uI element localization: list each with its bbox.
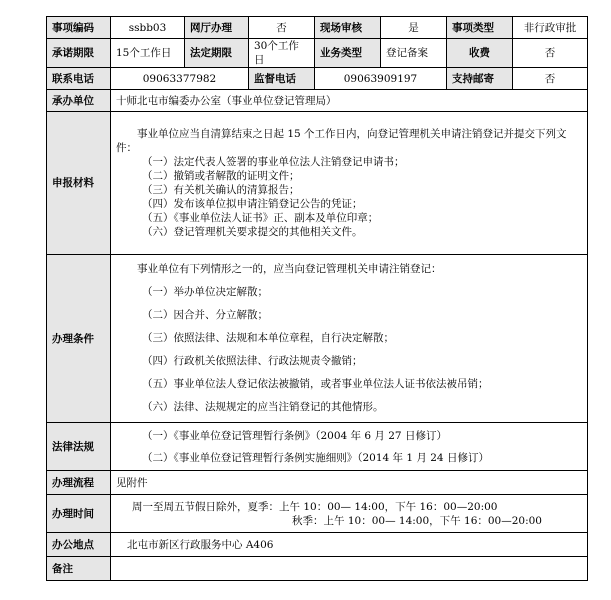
flow-label: 办理流程	[47, 471, 111, 495]
promise-value: 15个工作日	[111, 39, 185, 68]
materials-content	[111, 112, 588, 255]
row-law	[47, 423, 588, 471]
business-value: 登记备案	[381, 39, 447, 68]
onsite-label: 现场审核	[315, 17, 381, 39]
row-basic-2	[47, 39, 588, 68]
law-label: 法律法规	[47, 423, 111, 471]
supervise-value: 09063909197	[315, 68, 447, 90]
row-place	[47, 533, 588, 557]
online-label: 网厅办理	[185, 17, 249, 39]
time-line-autumn: 秋季：上午 10：00— 14:00，下午 16：00—20:00	[292, 514, 542, 527]
conditions-label: 办理条件	[47, 255, 111, 423]
materials-item: （五）《事业单位法人证书》正、副本及单位印章；	[142, 212, 379, 224]
row-unit	[47, 90, 588, 112]
materials-label: 申报材料	[47, 112, 111, 255]
legal-label: 法定期限	[185, 39, 249, 68]
flow-value: 见附件	[111, 471, 588, 495]
place-value: 北屯市新区行政服务中心 A406	[111, 533, 588, 557]
item-info-table	[46, 16, 588, 581]
row-time	[47, 495, 588, 533]
unit-value: 十师北屯市编委办公室（事业单位登记管理局）	[111, 90, 588, 112]
onsite-value: 是	[381, 17, 447, 39]
mail-label: 支持邮寄	[447, 68, 513, 90]
row-materials	[47, 112, 588, 255]
materials-item: （六）登记管理机关要求提交的其他相关文件。	[142, 226, 363, 238]
materials-intro: 事业单位应当自清算结束之日起 15 个工作日内，向登记管理机关申请注销登记并提交下列文件：	[116, 128, 567, 154]
law-item: （二）《事业单位登记管理暂行条例实施细则》（2014 年 1 月 24 日修订）	[142, 451, 489, 464]
place-label: 办公地点	[47, 533, 111, 557]
fee-value: 否	[513, 39, 588, 68]
conditions-content	[111, 255, 588, 423]
conditions-item: （二）因合并、分立解散；	[142, 309, 268, 321]
legal-value: 30个工作日	[249, 39, 315, 68]
fee-label: 收费	[447, 39, 513, 68]
law-content	[111, 423, 588, 471]
materials-item: （一）法定代表人签署的事业单位法人注销登记申请书；	[142, 156, 405, 168]
conditions-item: （六）法律、法规规定的应当注销登记的其他情形。	[142, 401, 384, 413]
conditions-item: （三）依照法律、法规和本单位章程，自行决定解散；	[142, 332, 394, 344]
phone-value: 09063377982	[111, 68, 249, 90]
item-code-value: ssbb03	[111, 17, 185, 39]
supervise-label: 监督电话	[249, 68, 315, 90]
row-remark	[47, 557, 588, 581]
conditions-item: （五）事业单位法人登记依法被撤销，或者事业单位法人证书依法被吊销；	[142, 378, 489, 390]
materials-item: （二）撤销或者解散的证明文件；	[142, 170, 300, 182]
law-item: （一）《事业单位登记管理暂行条例》（2004 年 6 月 27 日修订）	[142, 429, 447, 442]
time-content	[111, 495, 588, 533]
mail-value: 否	[513, 68, 588, 90]
business-label: 业务类型	[315, 39, 381, 68]
row-flow	[47, 471, 588, 495]
row-conditions	[47, 255, 588, 423]
unit-label: 承办单位	[47, 90, 111, 112]
online-value: 否	[249, 17, 315, 39]
promise-label: 承诺期限	[47, 39, 111, 68]
phone-label: 联系电话	[47, 68, 111, 90]
row-basic-1	[47, 17, 588, 39]
remark-value	[111, 557, 588, 581]
materials-item: （四）发布该单位拟申请注销登记公告的凭证；	[142, 198, 363, 210]
type-value: 非行政审批	[513, 17, 588, 39]
time-label: 办理时间	[47, 495, 111, 533]
conditions-intro: 事业单位有下列情形之一的，应当向登记管理机关申请注销登记：	[137, 263, 442, 275]
materials-item: （三）有关机关确认的清算报告；	[142, 184, 300, 196]
type-label: 事项类型	[447, 17, 513, 39]
conditions-item: （一）举办单位决定解散；	[142, 286, 268, 298]
item-code-label: 事项编码	[47, 17, 111, 39]
row-basic-3	[47, 68, 588, 90]
time-line-summer: 周一至周五节假日除外，夏季：上午 10：00— 14:00，下午 16：00—20:00	[132, 500, 498, 513]
conditions-item: （四）行政机关依照法律、行政法规责令撤销；	[142, 355, 363, 367]
remark-label: 备注	[47, 557, 111, 581]
